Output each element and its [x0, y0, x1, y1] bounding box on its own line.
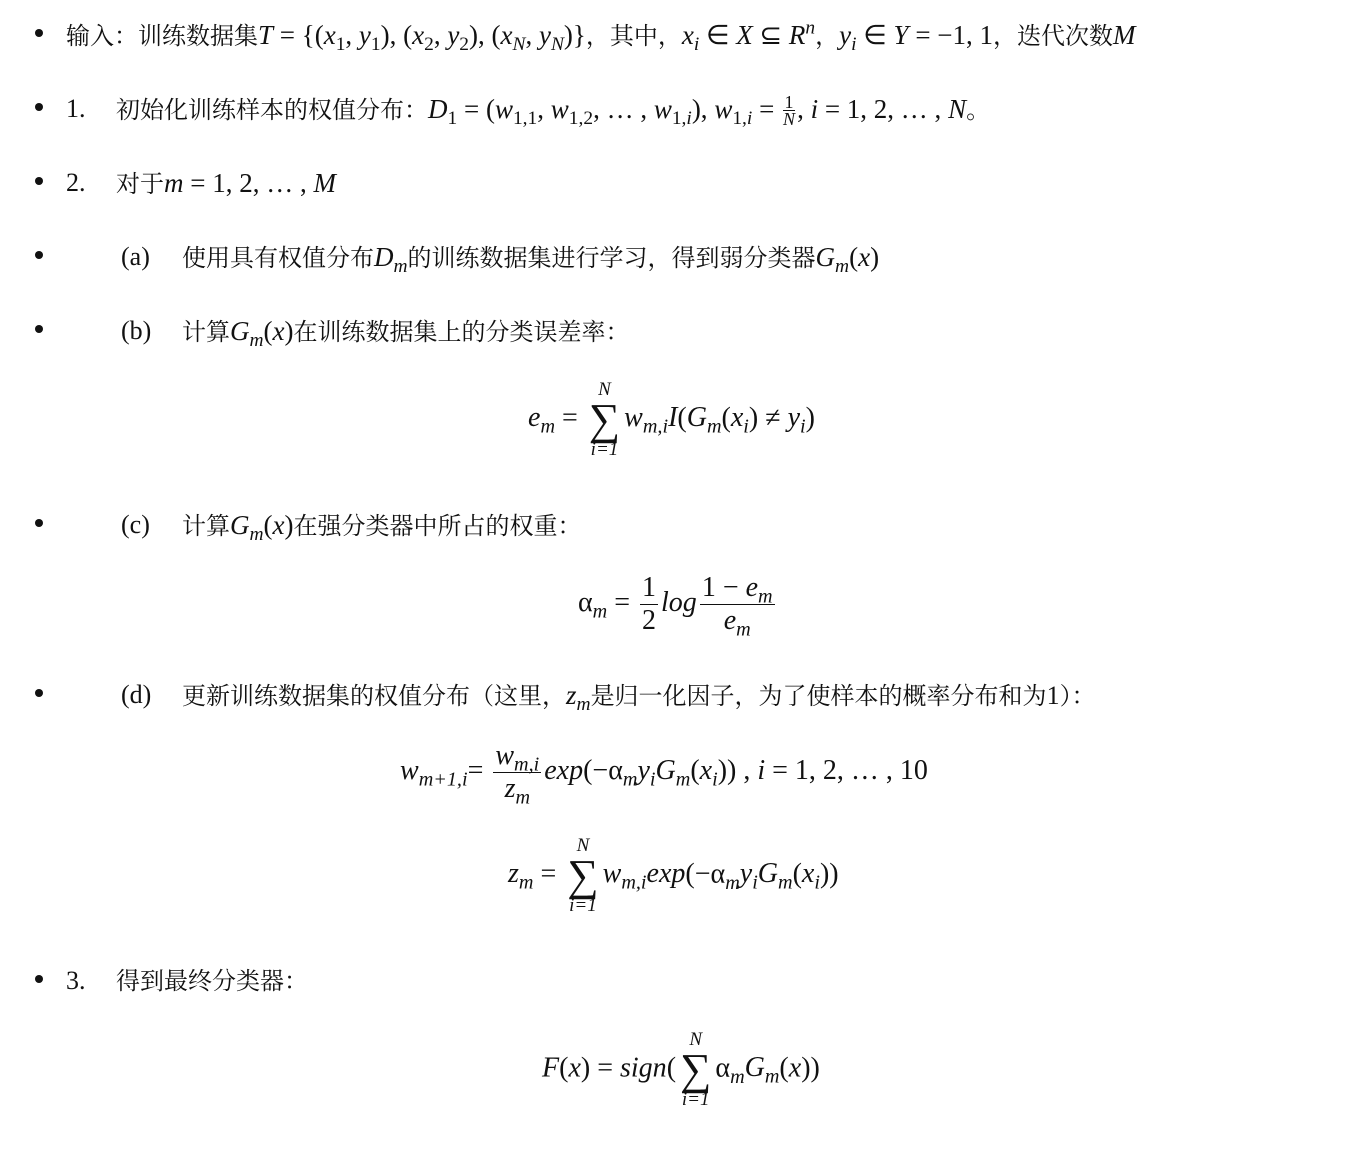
math-zm: $z_m$: [566, 680, 591, 716]
step-number: 1.: [66, 94, 86, 123]
step-c-line: [182, 510, 582, 546]
step-2-line: [116, 168, 336, 199]
formula-weight-update: $w_{m+1,i}=$ $\frac{w_{m,i}}{z_m}$ $\exp(-\alpha_my_iG_m(x_i))$ , i = 1, 2, … , 10: [400, 740, 928, 809]
step-text: 对于: [116, 170, 164, 198]
bullet-icon: [35, 177, 43, 185]
math-x-domain: $x_i$: [681, 20, 700, 56]
input-line: 输入：训练数据集$T = \{(x_1$, $y_1$), ($x_2$, $y_2$), ($x_N$, $y_N$)}，其中，$x_i$ ∈ X ⊆ $R^n$，$y_i$ ∈ Y = −1, 1，迭代次数M: [66, 17, 1136, 56]
step-text: 计算: [182, 318, 230, 346]
bullet-icon: [35, 975, 43, 983]
math-gm: $G_m(x)$: [230, 510, 294, 546]
math-iterations: M: [1113, 20, 1136, 50]
step-d-line: [182, 680, 1096, 716]
step-text: 更新训练数据集的权值分布（这里，: [182, 682, 566, 710]
separator-text: ，迭代次数: [993, 22, 1114, 50]
bullet-icon: [35, 689, 43, 697]
step-end: 。: [966, 96, 991, 124]
substep-label: (c): [121, 510, 150, 539]
separator-text: ，: [815, 22, 840, 50]
summation-icon: N ∑ i=1: [567, 835, 599, 916]
step-text: ）：: [1059, 682, 1096, 710]
formula-error-rate: $e_m$ = N ∑ i=1 $w_{m,i}I(G_m(x_i) \ne y_i)$: [528, 379, 815, 460]
separator-text: ，其中，: [585, 22, 682, 50]
substep-label: (b): [121, 316, 152, 345]
formula-alpha: $\alpha_m$ = $\frac{1}{2}$ log $\frac{1 - e_m}{e_m}$: [578, 572, 773, 641]
step-text: 的训练数据集进行学习，得到弱分类器: [407, 244, 816, 272]
math-init-weights: $D_1 = (w_{1,1}$, $w_{1,2}$, … , $w_{1,i}$), $w_{1,i}$ = $\frac{1}{N}$ , i = 1, 2, … , N: [428, 92, 967, 130]
step-text: 是归一化因子，为了使样本的概率分布和为: [590, 682, 1047, 710]
step-a-line: [182, 242, 880, 278]
bullet-icon: [35, 103, 43, 111]
step-3-line: [116, 966, 308, 996]
step-text: 在训练数据集上的分类误差率：: [293, 318, 630, 346]
math-training-set: T: [258, 20, 274, 50]
step-text: 得到最终分类器：: [116, 967, 308, 995]
step-number: 3.: [66, 966, 86, 995]
substep-label: (d): [121, 680, 152, 709]
formula-final-classifier: F(x) = sign( N ∑ i=1 $\alpha_mG_m(x)$): [542, 1029, 820, 1110]
summation-icon: N ∑ i=1: [588, 379, 621, 460]
bullet-icon: [35, 325, 43, 333]
formula-normalizer: $z_m$ = N ∑ i=1 $w_{m,i}\exp(-\alpha_my_iG_m(x_i))$: [508, 835, 839, 916]
step-number: 2.: [66, 168, 86, 197]
item-label: 输入：: [66, 22, 138, 50]
step-b-line: [182, 316, 630, 352]
bullet-icon: [35, 519, 43, 527]
math-y-domain: $y_i$: [839, 20, 857, 56]
math-one: 1: [1046, 681, 1060, 710]
summation-icon: N ∑ i=1: [680, 1029, 712, 1110]
math-gm: $G_m(x)$: [815, 242, 880, 278]
math-dm: $D_m$: [374, 242, 408, 278]
step-text: 使用具有权值分布: [182, 244, 374, 272]
math-gm: $G_m(x)$: [230, 316, 294, 352]
step-text: 计算: [182, 512, 230, 540]
item-text: 训练数据集: [138, 22, 258, 50]
step-text: 在强分类器中所占的权重：: [293, 512, 582, 540]
step-text: 初始化训练样本的权值分布：: [116, 96, 428, 124]
bullet-icon: [35, 29, 43, 37]
bullet-icon: [35, 251, 43, 259]
math-loop-range: m = 1, 2, … , M: [164, 168, 336, 198]
substep-label: (a): [121, 242, 150, 271]
step-1-line: [116, 92, 991, 130]
